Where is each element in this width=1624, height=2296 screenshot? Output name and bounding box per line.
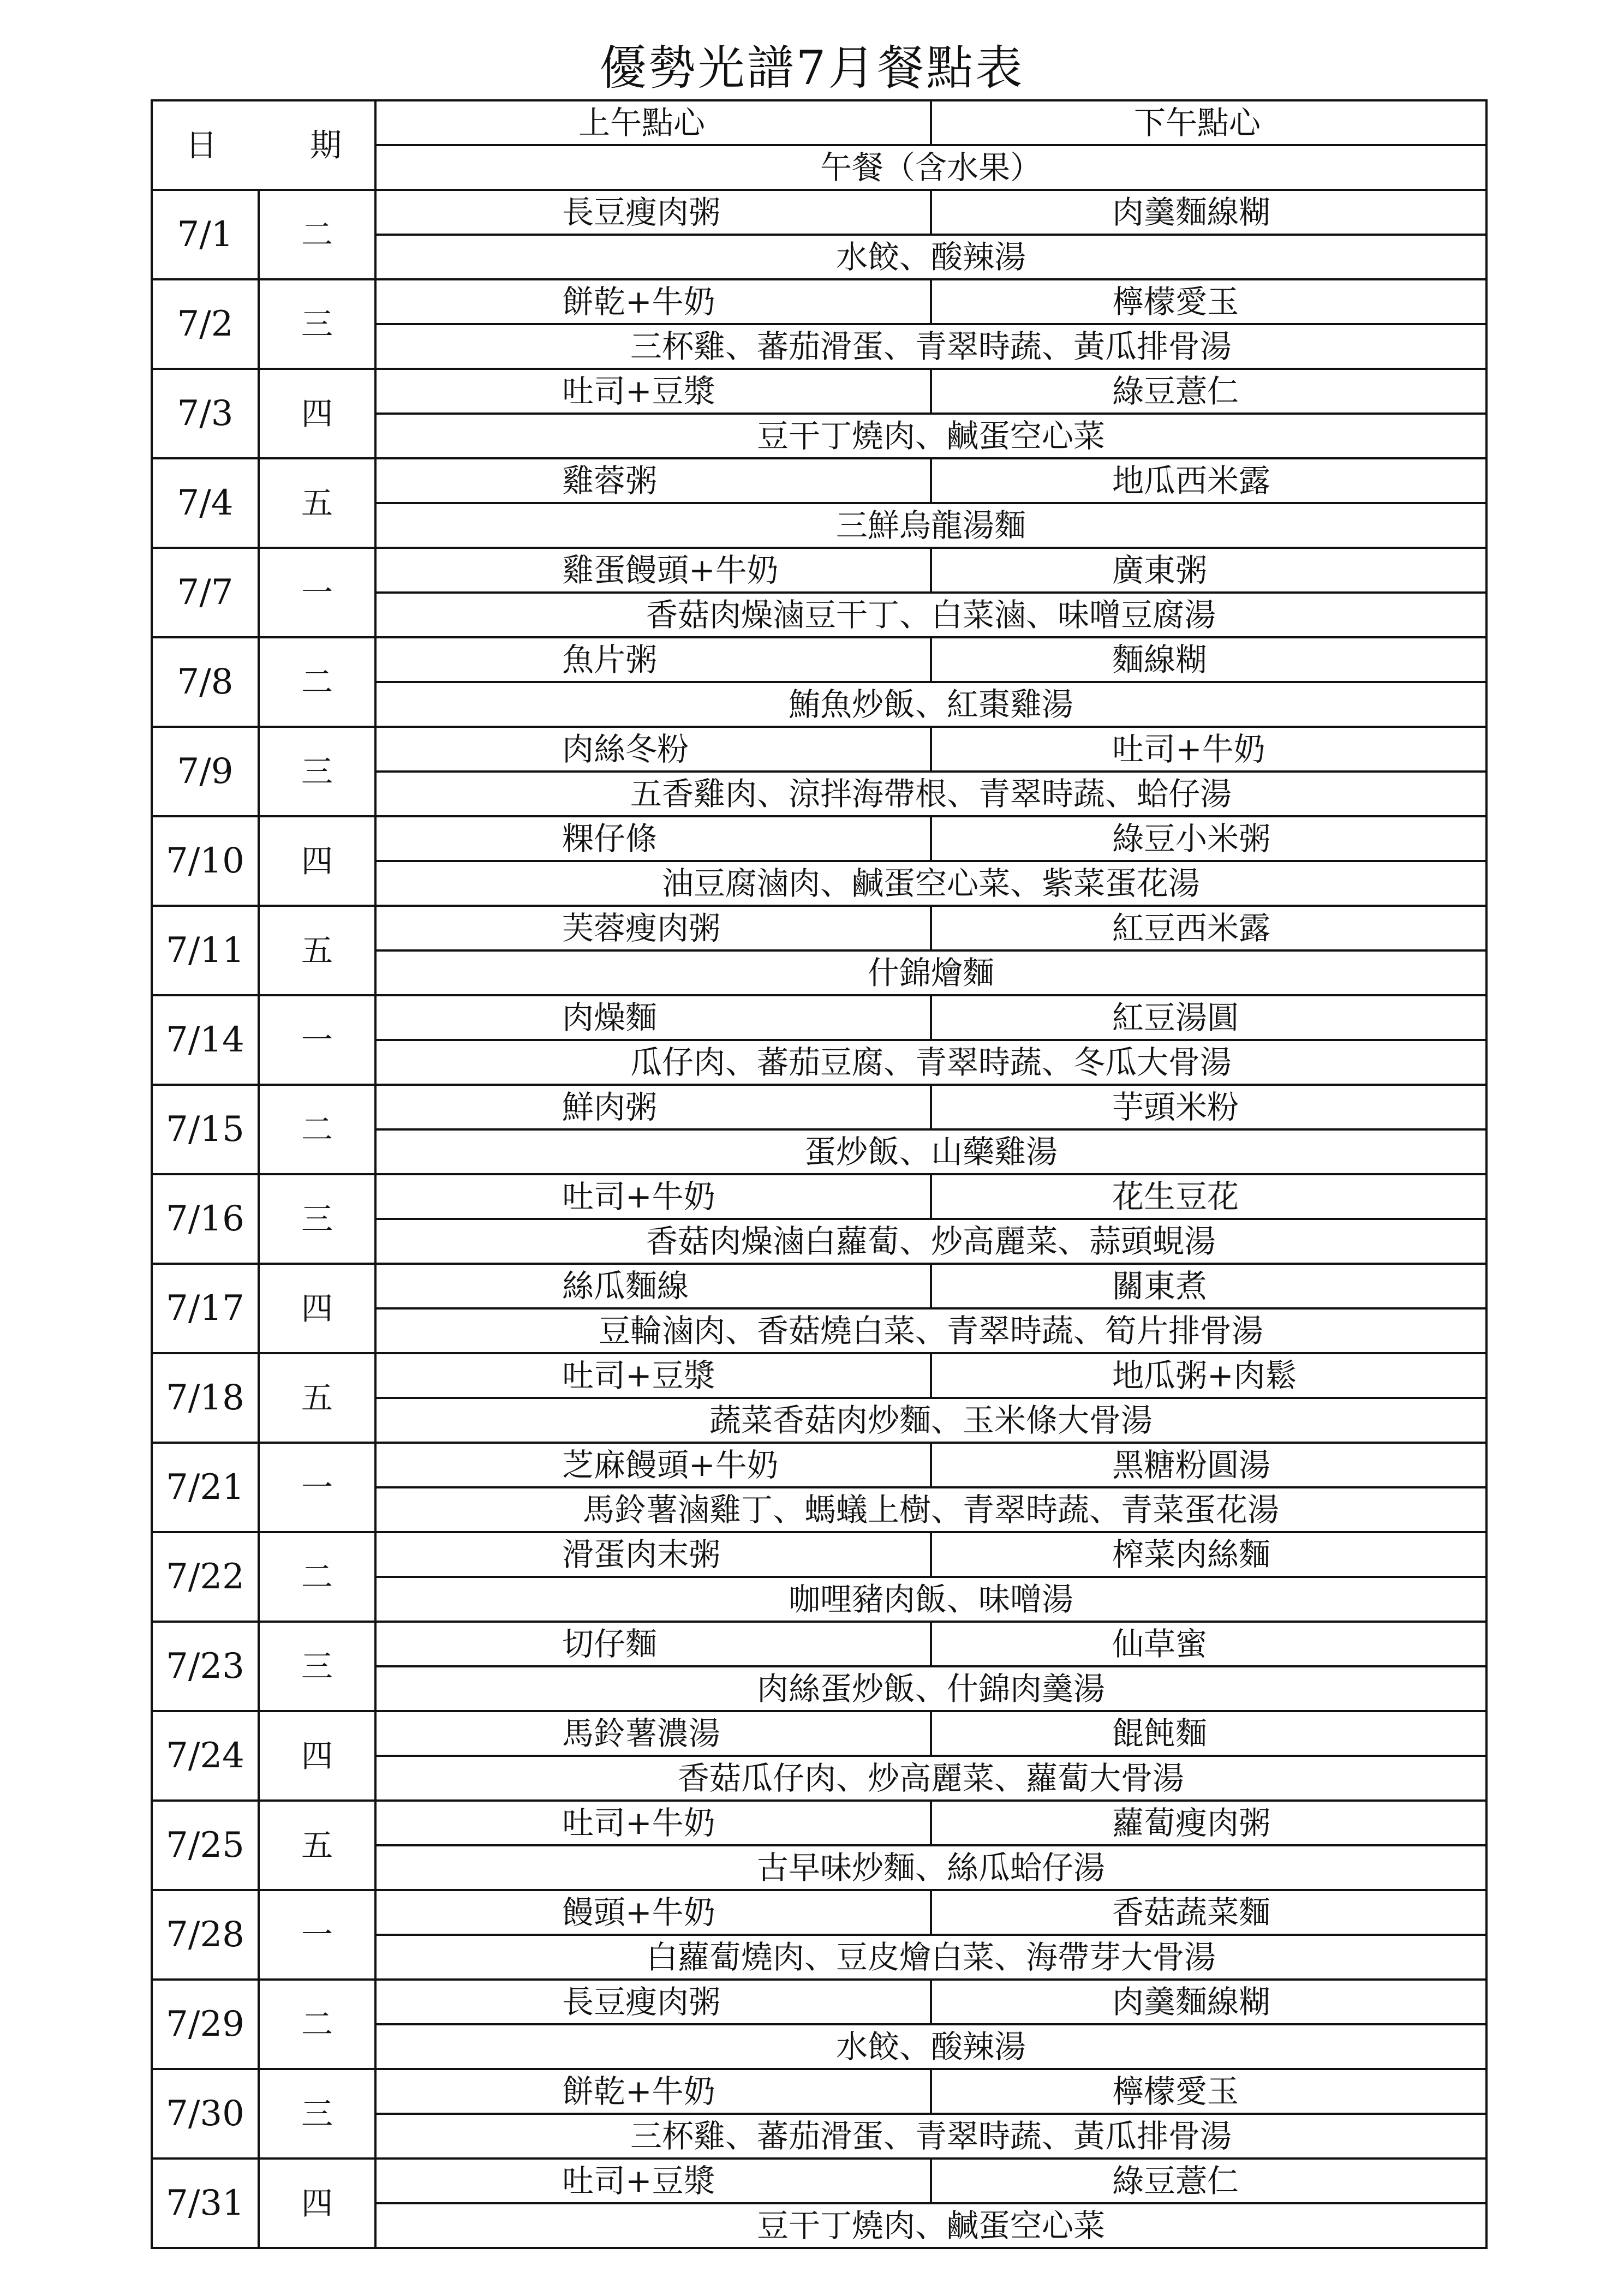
lunch-cell: 豆干丁燒肉、鹹蛋空心菜 <box>375 2203 1486 2248</box>
weekday-cell: 二 <box>259 1532 375 1622</box>
day-row-snacks <box>152 279 1486 324</box>
date-cell: 7/16 <box>152 1174 259 1264</box>
weekday-cell: 三 <box>259 727 375 816</box>
am-snack-cell: 粿仔條 <box>375 816 931 861</box>
day-row-snacks <box>152 190 1486 235</box>
day-row-snacks <box>152 2069 1486 2114</box>
date-cell: 7/14 <box>152 995 259 1085</box>
am-snack-cell: 魚片粥 <box>375 637 931 682</box>
am-snack-cell: 芙蓉瘦肉粥 <box>375 906 931 950</box>
day-row-snacks <box>152 906 1486 950</box>
am-snack-cell: 切仔麵 <box>375 1622 931 1666</box>
date-cell: 7/28 <box>152 1890 259 1980</box>
lunch-cell: 水餃、酸辣湯 <box>375 235 1486 279</box>
lunch-cell: 三鮮烏龍湯麵 <box>375 503 1486 548</box>
date-cell: 7/1 <box>152 190 259 279</box>
date-cell: 7/24 <box>152 1711 259 1801</box>
am-snack-cell: 長豆瘦肉粥 <box>375 1980 931 2024</box>
pm-snack-cell: 黑糖粉圓湯 <box>931 1443 1486 1487</box>
weekday-cell: 五 <box>259 1801 375 1890</box>
date-cell: 7/10 <box>152 816 259 906</box>
lunch-cell: 豆干丁燒肉、鹹蛋空心菜 <box>375 414 1486 458</box>
lunch-cell: 蛋炒飯、山藥雞湯 <box>375 1129 1486 1174</box>
header-date-cell <box>152 100 375 190</box>
am-snack-cell: 雞蓉粥 <box>375 458 931 503</box>
lunch-cell: 古早味炒麵、絲瓜蛤仔湯 <box>375 1845 1486 1890</box>
am-snack-cell: 馬鈴薯濃湯 <box>375 1711 931 1756</box>
pm-snack-cell: 紅豆湯圓 <box>931 995 1486 1040</box>
lunch-cell: 馬鈴薯滷雞丁、螞蟻上樹、青翠時蔬、青菜蛋花湯 <box>375 1487 1486 1532</box>
date-cell: 7/30 <box>152 2069 259 2159</box>
lunch-cell: 香菇瓜仔肉、炒高麗菜、蘿蔔大骨湯 <box>375 1756 1486 1801</box>
header-pm-snack: 下午點心 <box>931 100 1486 145</box>
menu-table-body <box>152 100 1486 2248</box>
lunch-cell: 白蘿蔔燒肉、豆皮燴白菜、海帶芽大骨湯 <box>375 1935 1486 1980</box>
am-snack-cell: 吐司+豆漿 <box>375 1353 931 1398</box>
weekday-cell: 四 <box>259 2159 375 2248</box>
date-cell: 7/18 <box>152 1353 259 1443</box>
day-row-snacks <box>152 458 1486 503</box>
day-row-snacks <box>152 369 1486 414</box>
lunch-cell: 香菇肉燥滷豆干丁、白菜滷、味噌豆腐湯 <box>375 593 1486 637</box>
am-snack-cell: 吐司+牛奶 <box>375 1801 931 1845</box>
pm-snack-cell: 仙草蜜 <box>931 1622 1486 1666</box>
am-snack-cell: 饅頭+牛奶 <box>375 1890 931 1935</box>
day-row-snacks <box>152 1353 1486 1398</box>
lunch-cell: 三杯雞、蕃茄滑蛋、青翠時蔬、黃瓜排骨湯 <box>375 324 1486 369</box>
pm-snack-cell: 餛飩麵 <box>931 1711 1486 1756</box>
weekday-cell: 三 <box>259 1174 375 1264</box>
date-cell: 7/25 <box>152 1801 259 1890</box>
weekday-cell: 四 <box>259 816 375 906</box>
pm-snack-cell: 地瓜西米露 <box>931 458 1486 503</box>
day-row-snacks <box>152 1085 1486 1129</box>
weekday-cell: 二 <box>259 1085 375 1174</box>
day-row-snacks <box>152 1532 1486 1577</box>
header-date-label-2: 期 <box>310 127 342 164</box>
date-cell: 7/4 <box>152 458 259 548</box>
am-snack-cell: 肉絲冬粉 <box>375 727 931 772</box>
pm-snack-cell: 香菇蔬菜麵 <box>931 1890 1486 1935</box>
am-snack-cell: 雞蛋饅頭+牛奶 <box>375 548 931 593</box>
weekday-cell: 一 <box>259 1443 375 1532</box>
am-snack-cell: 肉燥麵 <box>375 995 931 1040</box>
date-cell: 7/29 <box>152 1980 259 2069</box>
am-snack-cell: 餅乾+牛奶 <box>375 279 931 324</box>
pm-snack-cell: 檸檬愛玉 <box>931 279 1486 324</box>
date-cell: 7/8 <box>152 637 259 727</box>
lunch-cell: 鮪魚炒飯、紅棗雞湯 <box>375 682 1486 727</box>
date-cell: 7/17 <box>152 1264 259 1353</box>
weekday-cell: 一 <box>259 1890 375 1980</box>
date-cell: 7/22 <box>152 1532 259 1622</box>
lunch-cell: 瓜仔肉、蕃茄豆腐、青翠時蔬、冬瓜大骨湯 <box>375 1040 1486 1085</box>
lunch-cell: 三杯雞、蕃茄滑蛋、青翠時蔬、黃瓜排骨湯 <box>375 2114 1486 2159</box>
menu-table <box>151 99 1488 2249</box>
header-lunch: 午餐（含水果） <box>375 145 1486 190</box>
am-snack-cell: 絲瓜麵線 <box>375 1264 931 1308</box>
day-row-snacks <box>152 1622 1486 1666</box>
weekday-cell: 三 <box>259 279 375 369</box>
header-am-snack: 上午點心 <box>375 100 931 145</box>
day-row-snacks <box>152 816 1486 861</box>
day-row-snacks <box>152 1890 1486 1935</box>
page-title: 優勢光譜7月餐點表 <box>599 41 1025 95</box>
day-row-snacks <box>152 1980 1486 2024</box>
am-snack-cell: 芝麻饅頭+牛奶 <box>375 1443 931 1487</box>
weekday-cell: 二 <box>259 637 375 727</box>
lunch-cell: 香菇肉燥滷白蘿蔔、炒高麗菜、蒜頭蜆湯 <box>375 1219 1486 1264</box>
weekday-cell: 四 <box>259 1711 375 1801</box>
weekday-cell: 二 <box>259 190 375 279</box>
am-snack-cell: 鮮肉粥 <box>375 1085 931 1129</box>
weekday-cell: 四 <box>259 1264 375 1353</box>
weekday-cell: 四 <box>259 369 375 458</box>
pm-snack-cell: 關東煮 <box>931 1264 1486 1308</box>
weekday-cell: 五 <box>259 1353 375 1443</box>
day-row-snacks <box>152 1801 1486 1845</box>
date-cell: 7/3 <box>152 369 259 458</box>
day-row-snacks <box>152 2159 1486 2203</box>
date-cell: 7/11 <box>152 906 259 995</box>
lunch-cell: 肉絲蛋炒飯、什錦肉羹湯 <box>375 1666 1486 1711</box>
pm-snack-cell: 地瓜粥+肉鬆 <box>931 1353 1486 1398</box>
pm-snack-cell: 芋頭米粉 <box>931 1085 1486 1129</box>
day-row-snacks <box>152 1443 1486 1487</box>
pm-snack-cell: 榨菜肉絲麵 <box>931 1532 1486 1577</box>
lunch-cell: 水餃、酸辣湯 <box>375 2024 1486 2069</box>
day-row-snacks <box>152 548 1486 593</box>
date-cell: 7/15 <box>152 1085 259 1174</box>
am-snack-cell: 長豆瘦肉粥 <box>375 190 931 235</box>
weekday-cell: 五 <box>259 906 375 995</box>
day-row-snacks <box>152 995 1486 1040</box>
lunch-cell: 油豆腐滷肉、鹹蛋空心菜、紫菜蛋花湯 <box>375 861 1486 906</box>
pm-snack-cell: 廣東粥 <box>931 548 1486 593</box>
lunch-cell: 蔬菜香菇肉炒麵、玉米條大骨湯 <box>375 1398 1486 1443</box>
weekday-cell: 一 <box>259 548 375 637</box>
pm-snack-cell: 蘿蔔瘦肉粥 <box>931 1801 1486 1845</box>
weekday-cell: 三 <box>259 1622 375 1711</box>
date-cell: 7/2 <box>152 279 259 369</box>
pm-snack-cell: 綠豆小米粥 <box>931 816 1486 861</box>
pm-snack-cell: 花生豆花 <box>931 1174 1486 1219</box>
pm-snack-cell: 肉羹麵線糊 <box>931 190 1486 235</box>
day-row-snacks <box>152 637 1486 682</box>
day-row-snacks <box>152 1264 1486 1308</box>
header-date-label-1: 日 <box>185 127 217 164</box>
pm-snack-cell: 吐司+牛奶 <box>931 727 1486 772</box>
date-cell: 7/31 <box>152 2159 259 2248</box>
pm-snack-cell: 紅豆西米露 <box>931 906 1486 950</box>
weekday-cell: 三 <box>259 2069 375 2159</box>
pm-snack-cell: 綠豆薏仁 <box>931 2159 1486 2203</box>
weekday-cell: 一 <box>259 995 375 1085</box>
date-cell: 7/9 <box>152 727 259 816</box>
day-row-snacks <box>152 727 1486 772</box>
lunch-cell: 豆輪滷肉、香菇燒白菜、青翠時蔬、筍片排骨湯 <box>375 1308 1486 1353</box>
am-snack-cell: 吐司+豆漿 <box>375 369 931 414</box>
am-snack-cell: 吐司+牛奶 <box>375 1174 931 1219</box>
header-row-snacks <box>152 100 1486 145</box>
am-snack-cell: 餅乾+牛奶 <box>375 2069 931 2114</box>
lunch-cell: 五香雞肉、涼拌海帶根、青翠時蔬、蛤仔湯 <box>375 772 1486 816</box>
am-snack-cell: 滑蛋肉末粥 <box>375 1532 931 1577</box>
day-row-snacks <box>152 1711 1486 1756</box>
pm-snack-cell: 肉羹麵線糊 <box>931 1980 1486 2024</box>
date-cell: 7/21 <box>152 1443 259 1532</box>
lunch-cell: 咖哩豬肉飯、味噌湯 <box>375 1577 1486 1622</box>
date-cell: 7/7 <box>152 548 259 637</box>
weekday-cell: 五 <box>259 458 375 548</box>
pm-snack-cell: 檸檬愛玉 <box>931 2069 1486 2114</box>
lunch-cell: 什錦燴麵 <box>375 950 1486 995</box>
pm-snack-cell: 綠豆薏仁 <box>931 369 1486 414</box>
weekday-cell: 二 <box>259 1980 375 2069</box>
am-snack-cell: 吐司+豆漿 <box>375 2159 931 2203</box>
pm-snack-cell: 麵線糊 <box>931 637 1486 682</box>
date-cell: 7/23 <box>152 1622 259 1711</box>
day-row-snacks <box>152 1174 1486 1219</box>
